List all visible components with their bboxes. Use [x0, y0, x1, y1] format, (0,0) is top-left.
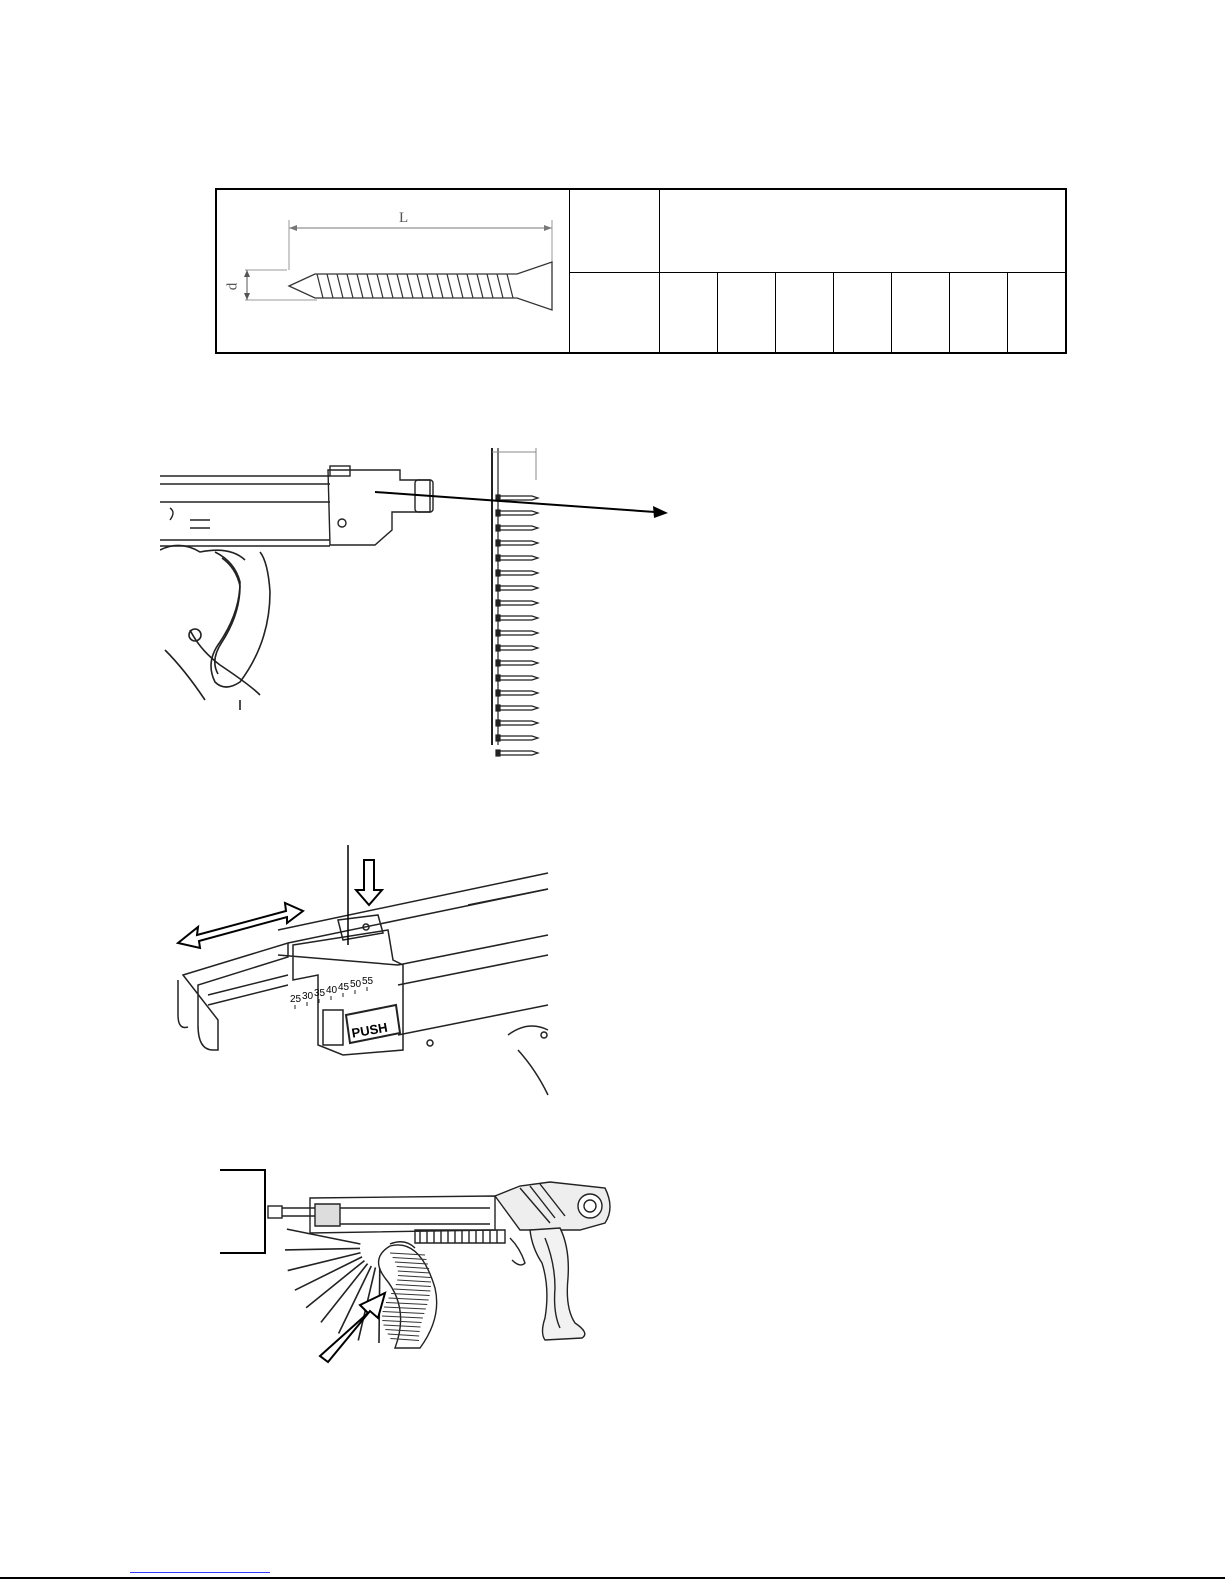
gun-grip-drawing [160, 545, 270, 710]
scale-number: 45 [338, 982, 350, 993]
footer-rule [0, 1577, 1225, 1579]
strip-screw [496, 735, 538, 741]
screw-strip-drawing [492, 448, 538, 756]
gun-barrel-drawing [160, 466, 433, 546]
strip-screw [496, 660, 538, 666]
fan-screw [321, 1264, 368, 1323]
scale-number: 40 [326, 985, 338, 996]
footer-link-underline[interactable] [130, 1572, 270, 1573]
table-divider [775, 272, 776, 352]
table-divider [833, 272, 834, 352]
figure-gun-strip [160, 440, 690, 760]
strip-screw [496, 630, 538, 636]
strip-screw [496, 570, 538, 576]
scale-number: 25 [290, 994, 302, 1005]
strip-screw [496, 645, 538, 651]
strip-screw [496, 510, 538, 516]
table-divider [891, 272, 892, 352]
table-divider [717, 272, 718, 352]
screw-diagram [217, 190, 567, 352]
fan-screw [288, 1253, 361, 1271]
table-divider [659, 190, 660, 352]
figure-magazine-adjust [168, 845, 558, 1115]
bracket-marker [220, 1170, 265, 1253]
strip-screw [496, 750, 538, 756]
strip-screw [496, 525, 538, 531]
figure-strip-insert [220, 1168, 620, 1368]
scale-number: 55 [362, 976, 374, 987]
length-label: L [399, 210, 409, 226]
fan-screw [295, 1257, 362, 1290]
strip-screw [496, 555, 538, 561]
strip-screw [496, 585, 538, 591]
depth-scale [290, 976, 374, 1005]
scale-number: 30 [302, 991, 314, 1002]
table-divider [949, 272, 950, 352]
table-divider [1007, 272, 1008, 352]
push-label: PUSH [350, 1019, 389, 1041]
double-arrow-icon [178, 903, 303, 948]
table-divider [569, 190, 570, 352]
diameter-label: d [224, 282, 241, 291]
tool-drawing [268, 1182, 610, 1348]
fan-screw [287, 1229, 361, 1244]
strip-screw [496, 705, 538, 711]
scale-number: 35 [314, 988, 326, 999]
scale-number: 50 [350, 979, 362, 990]
down-arrow-icon [356, 860, 382, 905]
strip-screw [496, 600, 538, 606]
strip-screw [496, 540, 538, 546]
strip-screw [496, 675, 538, 681]
strip-screw [496, 720, 538, 726]
strip-screw [496, 615, 538, 621]
fan-screw [285, 1248, 360, 1249]
fan-screw [306, 1261, 364, 1308]
strip-screw [496, 690, 538, 696]
table-divider [569, 272, 1067, 273]
screw-spec-table [215, 188, 1067, 354]
